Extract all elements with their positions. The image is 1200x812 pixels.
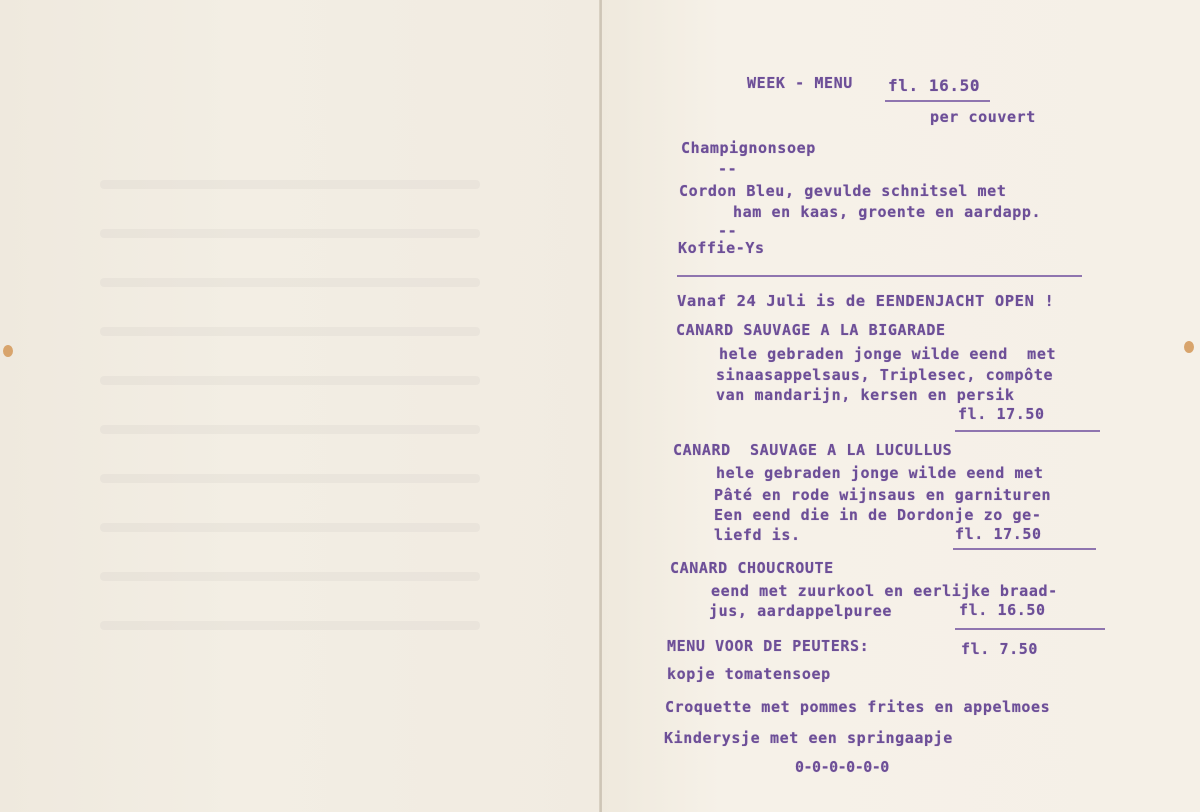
week-menu-title: WEEK - MENU (747, 74, 853, 92)
dish-description-line: hele gebraden jonge wilde eend met (719, 345, 1057, 363)
kids-menu-item: Croquette met pommes frites en appelmoes (665, 698, 1051, 716)
dish-description-line: Pâté en rode wijnsaus en garnituren (714, 486, 1052, 504)
kids-menu-price: fl. 7.50 (961, 640, 1039, 658)
binding-hole-right (1184, 341, 1194, 353)
dish-price: fl. 17.50 (955, 525, 1042, 543)
course-main: Cordon Bleu, gevulde schnitsel met (679, 182, 1007, 200)
dish-title: CANARD CHOUCROUTE (670, 559, 834, 577)
section-divider (677, 275, 1082, 277)
dish-description-line: hele gebraden jonge wilde eend met (716, 464, 1044, 482)
dish-price: fl. 17.50 (958, 405, 1045, 423)
right-page (602, 0, 1200, 812)
binding-hole-left (3, 345, 13, 357)
course-separator: -- (718, 160, 738, 178)
dish-title: CANARD SAUVAGE A LA LUCULLUS (673, 441, 953, 459)
price-underline (953, 548, 1096, 550)
kids-menu-item: Kinderysje met een springaapje (664, 729, 953, 747)
week-menu-price: fl. 16.50 (888, 76, 981, 95)
dish-description-line: jus, aardappelpuree (709, 602, 892, 620)
show-through-texture (100, 180, 480, 700)
kids-menu-item: kopje tomatensoep (667, 665, 831, 683)
per-cover-note: per couvert (930, 108, 1036, 126)
duck-hunt-announcement: Vanaf 24 Juli is de EENDENJACHT OPEN ! (677, 292, 1055, 310)
dish-description-line: liefd is. (714, 526, 801, 544)
closing-ornament: 0-0-0-0-0-0 (795, 758, 889, 776)
price-underline (885, 100, 990, 102)
dish-description-line: Een eend die in de Dordonje zo ge- (714, 506, 1042, 524)
course-dessert: Koffie-Ys (678, 239, 765, 257)
course-separator: -- (718, 222, 738, 240)
course-main-continued: ham en kaas, groente en aardapp. (733, 203, 1042, 221)
dish-description-line: eend met zuurkool en eerlijke braad- (711, 582, 1058, 600)
dish-description-line: sinaasappelsaus, Triplesec, compôte (716, 366, 1054, 384)
kids-menu-title: MENU VOOR DE PEUTERS: (667, 637, 870, 655)
dish-price: fl. 16.50 (959, 601, 1046, 619)
price-underline (955, 628, 1105, 630)
dish-title: CANARD SAUVAGE A LA BIGARADE (676, 321, 946, 339)
dish-description-line: van mandarijn, kersen en persik (716, 386, 1015, 404)
course-soup: Champignonsoep (681, 139, 816, 157)
price-underline (955, 430, 1100, 432)
